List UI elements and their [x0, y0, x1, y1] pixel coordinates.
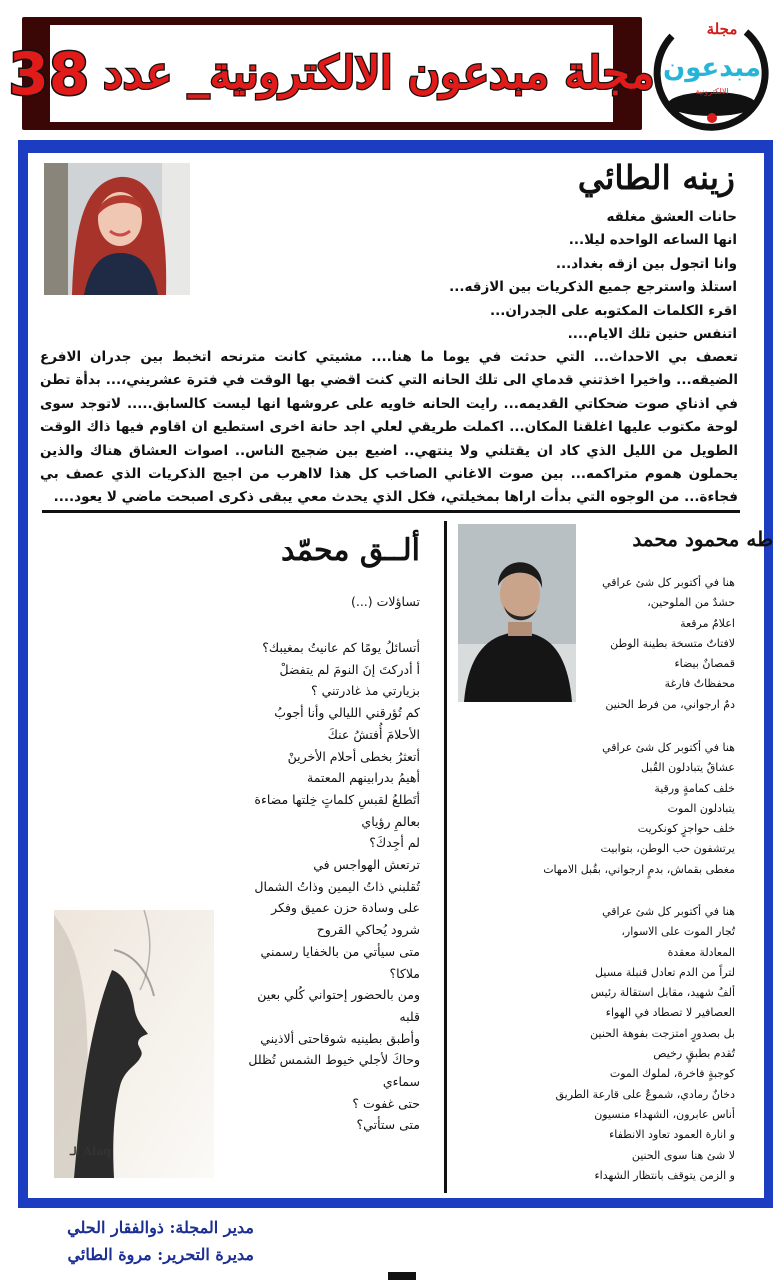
poem-line: تُقلبني ذاتُ اليمين وذاتُ الشمال	[254, 878, 420, 894]
title-banner	[8, 17, 655, 130]
poem-line: كم تُؤرقني الليالي وأنا أجوبُ	[274, 705, 420, 721]
stanza-line: بل بصدورٍ امتزجت بفوهة الحنين	[590, 1026, 735, 1040]
stanza-line: لتراً من الدم تعادل قنبلة مسيل	[595, 965, 735, 979]
stanza-line: حشدٌ من الملوحين،	[647, 596, 735, 610]
stanza-line: لا شئ هنا سوى الحنين	[631, 1148, 735, 1162]
stanza-line: تُجار الموت على الاسوار،	[621, 925, 735, 939]
credit-director: مدير المجلة: ذوالفقار الحلي	[67, 1218, 254, 1237]
issue-number: 38	[8, 39, 90, 108]
stanza-line: هنا في أكتوبر كل شئ عراقي	[602, 576, 735, 589]
stanza-line: دخانٌ رمادي، شموعٌ على قارعة الطريق	[555, 1087, 735, 1101]
taha-stanza-1	[485, 573, 735, 715]
stanza-line: خلف كمامةٍ ورقية	[654, 781, 735, 795]
poem-line: متى سيأتي من بالخفايا رسمني	[260, 943, 420, 959]
sketch-face-icon	[54, 910, 214, 1178]
artist-signature: ألـ Alaq	[70, 1145, 112, 1158]
verse-line: وانا اتجول بين ازقه بغداد...	[555, 255, 737, 272]
poem-line: أ أدركتَ إنَ النومَ لم يتفضلْ	[279, 661, 420, 677]
magazine-header	[0, 0, 783, 140]
magazine-logo	[650, 12, 770, 132]
poem-line: سماءي	[382, 1074, 420, 1090]
logo-label-top: مجلة	[706, 20, 738, 38]
poem-line: وأطبق بطينيه شوقاحتى ألاذيني	[260, 1030, 420, 1046]
stanza-line: مغطى بقماش، بدمٍ ارجواني، بقُبل الامهات	[543, 862, 735, 876]
stanza-line: تُقدم بطبقٍ رخيص	[653, 1047, 735, 1061]
author-name-alaq: ألــق محمّد	[280, 533, 420, 568]
top-verses	[217, 206, 737, 346]
page-marker	[388, 1272, 416, 1280]
stanza-line: العصافير لا تصطاد في الهواء	[605, 1006, 735, 1020]
poem-line: الأحلامَ أُفتشُ عنكَ	[327, 726, 420, 742]
poem-line: بزيارتي مذ غادرتني ؟	[310, 683, 420, 699]
verse-line: اقرء الكلمات المكتوبه على الجدران...	[489, 302, 737, 319]
verse-line: انها الساعه الواحده ليلا...	[568, 232, 737, 249]
verse-line: حانات العشق مغلقه	[606, 209, 737, 225]
poem-line: قلبه	[399, 1008, 420, 1024]
stanza-line: و انارة العمود تعاود الانطفاء	[609, 1128, 735, 1142]
stanza-line: لافتاتٌ متسخة بطينة الوطن	[610, 636, 735, 650]
stanza-line: هنا في أكتوبر كل شئ عراقي	[602, 741, 735, 754]
vertical-divider	[444, 521, 447, 1193]
poem-line: متى ستأتي؟	[356, 1117, 420, 1133]
alaq-poem	[210, 637, 420, 1136]
poem-line: على وسادة حزن عميق وفكر	[271, 900, 420, 916]
logo-label-small: الالكترونية	[695, 87, 729, 96]
stanza-line: و الزمن يتوقف بانتظار الشهداء	[594, 1168, 735, 1182]
poem-line: وحاكَ لأجلي خيوط الشمس تُظلل	[248, 1052, 420, 1068]
title-banner-inner	[8, 25, 655, 122]
page-footer	[0, 1208, 783, 1280]
stanza-line: عشاقٌ يتبادلون القُبل	[641, 761, 735, 775]
stanza-line: المعادلة معقدة	[667, 945, 735, 959]
taha-stanza-2	[485, 738, 735, 880]
author-name-zina: زينه الطائي	[577, 158, 735, 197]
poem-line: بعالمِ رؤياي	[361, 813, 420, 829]
horizontal-divider	[42, 510, 740, 513]
poem-line: أهيمُ بدرابينهم المعتمة	[307, 770, 420, 786]
stanza-line: كوجبةٍ فاخرة، لملوك الموت	[609, 1067, 735, 1081]
stanza-line: خلف حواجزٍ كونكريت	[637, 822, 735, 836]
credit-editor: مديرة التحرير: مروة الطائي	[67, 1245, 254, 1264]
stanza-line: قمصانٌ بيضاء	[674, 657, 735, 671]
author-name-taha: طه محمود محمد	[632, 527, 773, 551]
poem-line: شرود يُحاكي القروح	[316, 922, 420, 938]
stanza-line: محفظاتٌ فارغة	[664, 677, 735, 691]
stanza-line: يرتشفون حب الوطن، بتوابيت	[600, 842, 735, 856]
top-prose-paragraph: تعصف بي الاحداث... التي حدثت في يوما ما هنا.... مشيتي كانت مترنحه اتخبط بين جدران الافرع الضيقه... واخيرا اخذتني قدماي الى تلك الحانه التي كنت اقضي بها الوقت في فترة عشريني،... بدأة تطن في اذناي صوت ضحكاتي القديمه... رايت الحانه خاويه على عروشها انها ليست كالسابق..... لاتوجد سوى لوحة مكتوب عليها اغلقنا المكان... اكملت طريقي لعلي اجد حانة اخرى استطيع ان اقاوم فيها ذاك الوقت الطويل من الليل الذي كاد ان يقتلني ولا ينتهي.. اضيع بين ضجيج الناس.. اصوات العشاق هناك والذين يحملون هموم متراكمه... بين صوت الاغاني الصاخب كل هذا لااهرب من اجيج الذكريات الذي عصف بي فجاءة... من الوجوه التي بدأت اراها بمخيلتي، فكل الذي يحدث معي يبقى ذكرى اصبحت ماضي لا يعود....	[40, 349, 738, 506]
poem-line: ترتعش الهواجس في	[313, 857, 420, 873]
poem-line: لم أجِدكَ؟	[369, 835, 420, 851]
poem-line: ومن بالحضور إحتواني كُلي بعين	[257, 987, 420, 1003]
stanza-line: هنا في أكتوبر كل شئ عراقي	[602, 905, 735, 918]
poem-line: أتَطلعُ لقبسِ كلماتٍ خِلتها مضاءة	[254, 791, 420, 807]
verse-line: اتنفس حنين تلك الايام....	[567, 326, 737, 343]
taha-stanza-3	[485, 902, 735, 1186]
magazine-title-text: مجلة مبدعون الالكترونية_ عدد	[103, 48, 655, 99]
magazine-title	[9, 40, 655, 108]
stanza-line: دمٌ ارجواني، من فرط الحنين	[605, 697, 735, 711]
poem-line: أتسائلُ يومًا كم عانيتُ بمغيبك؟	[262, 640, 420, 655]
logo-label-main: مبدعون	[663, 53, 761, 83]
stanza-line: ألفُ شهيد، مقابل استقالة رئيس	[590, 986, 735, 1000]
poem-illustration	[54, 910, 214, 1178]
poem-line: أتعثرُ بخطى أحلام الأخرينْ	[287, 748, 420, 764]
verse-line: استلذ واسترجع جميع الذكريات بين الازقه...	[449, 279, 737, 296]
poem-line: حتى غفوت ؟	[352, 1095, 420, 1111]
poem-subtitle: تساؤلات (...)	[350, 594, 420, 609]
stanza-line: أناس عابرون، الشهداء منسيون	[594, 1107, 735, 1121]
author-photo-zina	[44, 163, 190, 295]
stanza-line: يتبادلون الموت	[667, 801, 735, 815]
poem-line: ملاكا؟	[389, 965, 420, 981]
stanza-line: اعلامٌ مرقعة	[680, 616, 735, 630]
